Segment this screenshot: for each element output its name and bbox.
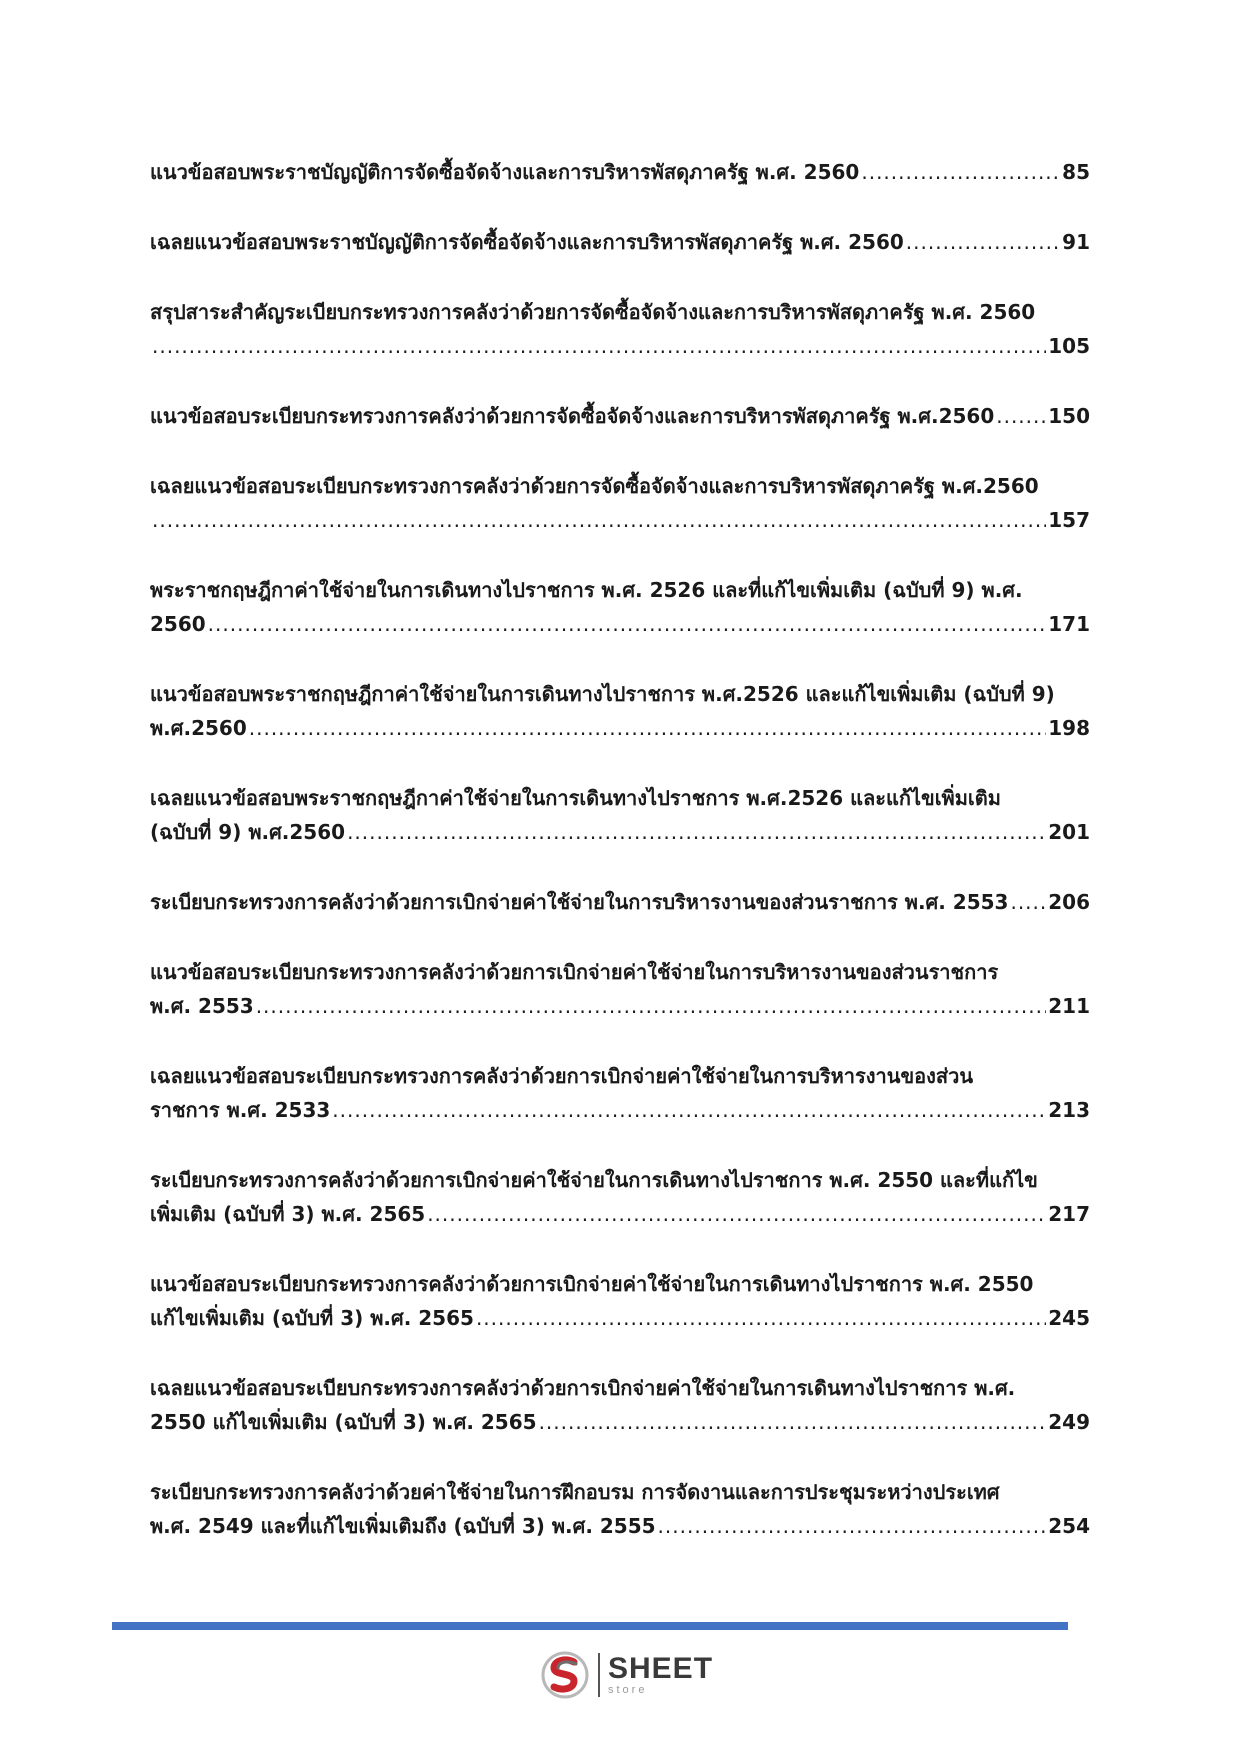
toc-entry-title: ราชการ พ.ศ. 2533 (150, 1098, 331, 1122)
toc-entry-last-line (150, 1093, 1090, 1127)
toc-entry-title: เฉลยแนวข้อสอบระเบียบกระทรวงการคลังว่าด้วยการเบิกจ่ายค่าใช้จ่ายในการเดินทางไปราชการ พ.ศ. (150, 1376, 1016, 1400)
toc-page-number: 150 (1048, 404, 1090, 428)
toc-entry-line (150, 1163, 1090, 1197)
toc-dot-leader (861, 155, 1060, 189)
toc-entry-line (150, 469, 1090, 503)
toc-entry-line (150, 1267, 1090, 1301)
toc-entry-line (150, 955, 1090, 989)
toc-dot-leader (152, 503, 1046, 537)
toc-dot-leader (152, 329, 1046, 363)
toc-entry-line (150, 1059, 1090, 1093)
toc-entry-title: เพิ่มเติม (ฉบับที่ 3) พ.ศ. 2565 (150, 1202, 426, 1226)
toc-entry-title: (ฉบับที่ 9) พ.ศ.2560 (150, 820, 346, 844)
toc-entry-last-line (150, 815, 1090, 849)
toc-dot-leader (347, 815, 1046, 849)
toc-entry-title: พ.ศ.2560 (150, 716, 247, 740)
toc-dot-leader (249, 711, 1047, 745)
toc-entry-title: แนวข้อสอบพระราชกฤษฎีกาค่าใช้จ่ายในการเดินทางไปราชการ พ.ศ.2526 และแก้ไขเพิ่มเติม (ฉบับที่ 9) (150, 682, 1055, 706)
sheet-store-logo (540, 1648, 713, 1702)
toc-entry[interactable] (150, 1267, 1090, 1335)
toc-entry[interactable] (150, 155, 1090, 189)
toc-dot-leader (332, 1093, 1046, 1127)
toc-page-number: 254 (1048, 1514, 1090, 1538)
toc-entry[interactable] (150, 1475, 1090, 1543)
toc-page-number: 105 (1048, 334, 1090, 358)
toc-entry-title: แนวข้อสอบระเบียบกระทรวงการคลังว่าด้วยการเบิกจ่ายค่าใช้จ่ายในการเดินทางไปราชการ พ.ศ. 2550 (150, 1272, 1034, 1296)
toc-page-number: 91 (1062, 230, 1090, 254)
toc-entry-line (150, 781, 1090, 815)
toc-entry[interactable] (150, 1163, 1090, 1231)
toc-entry-last-line (150, 607, 1090, 641)
toc-entry-title: ระเบียบกระทรวงการคลังว่าด้วยค่าใช้จ่ายในการฝึกอบรม การจัดงานและการประชุมระหว่างประเทศ (150, 1480, 1000, 1504)
toc-page-number: 206 (1048, 890, 1090, 914)
toc-entry-title: ระเบียบกระทรวงการคลังว่าด้วยการเบิกจ่ายค่าใช้จ่ายในการเดินทางไปราชการ พ.ศ. 2550 และที่แก้ไข (150, 1168, 1038, 1192)
sheet-store-logo-icon (540, 1650, 590, 1700)
toc-entry-last-line (150, 711, 1090, 745)
toc-page-number: 157 (1048, 508, 1090, 532)
toc-entry-last-line (150, 329, 1090, 363)
logo-word: SHEET (608, 1652, 714, 1685)
toc-entry-title: 2560 (150, 612, 206, 636)
toc-entry-title: แนวข้อสอบระเบียบกระทรวงการคลังว่าด้วยการเบิกจ่ายค่าใช้จ่ายในการบริหารงานของส่วนราชการ (150, 960, 999, 984)
toc-page-number: 201 (1048, 820, 1090, 844)
toc-entry-last-line (150, 1197, 1090, 1231)
toc-entry-last-line (150, 225, 1090, 259)
toc-entry-last-line (150, 399, 1090, 433)
toc-entry-title: เฉลยแนวข้อสอบระเบียบกระทรวงการคลังว่าด้วยการจัดซื้อจัดจ้างและการบริหารพัสดุภาครัฐ พ.ศ.2560 (150, 474, 1039, 498)
toc-entry[interactable] (150, 885, 1090, 919)
toc-entry[interactable] (150, 295, 1090, 363)
toc-entry-title: แนวข้อสอบพระราชบัญญัติการจัดซื้อจัดจ้างและการบริหารพัสดุภาครัฐ พ.ศ. 2560 (150, 160, 860, 184)
toc-entry-last-line (150, 885, 1090, 919)
toc-page-number: 211 (1048, 994, 1090, 1018)
toc-dot-leader (539, 1405, 1047, 1439)
toc-entry-last-line (150, 1301, 1090, 1335)
toc-dot-leader (208, 607, 1047, 641)
toc-entry[interactable] (150, 399, 1090, 433)
toc-dot-leader (476, 1301, 1046, 1335)
toc-entry[interactable] (150, 677, 1090, 745)
toc-entry[interactable] (150, 469, 1090, 537)
toc-page-number: 198 (1048, 716, 1090, 740)
toc-entry-title: พ.ศ. 2553 (150, 994, 254, 1018)
toc-entry-last-line (150, 155, 1090, 189)
toc-entry-last-line (150, 989, 1090, 1023)
toc-entry-line (150, 1371, 1090, 1405)
toc-entry-line (150, 1475, 1090, 1509)
toc-entry[interactable] (150, 955, 1090, 1023)
toc-page-number: 217 (1048, 1202, 1090, 1226)
footer-divider (112, 1622, 1068, 1630)
toc-entry[interactable] (150, 1059, 1090, 1127)
logo-separator (598, 1653, 600, 1697)
toc-entry-last-line (150, 1405, 1090, 1439)
toc-entry-last-line (150, 1509, 1090, 1543)
toc-page-number: 245 (1048, 1306, 1090, 1330)
toc-dot-leader (658, 1509, 1047, 1543)
toc-entry-line (150, 677, 1090, 711)
toc-dot-leader (1010, 885, 1046, 919)
toc-entry-title: ระเบียบกระทรวงการคลังว่าด้วยการเบิกจ่ายค่าใช้จ่ายในการบริหารงานของส่วนราชการ พ.ศ. 2553 (150, 890, 1009, 914)
toc-entry-title: พ.ศ. 2549 และที่แก้ไขเพิ่มเติมถึง (ฉบับที่ 3) พ.ศ. 2555 (150, 1514, 656, 1538)
toc-page-number: 171 (1048, 612, 1090, 636)
toc-page-number: 85 (1062, 160, 1090, 184)
logo-wordmark (608, 1654, 713, 1696)
toc-page-number: 249 (1048, 1410, 1090, 1434)
toc-entry-title: สรุปสาระสำคัญระเบียบกระทรวงการคลังว่าด้วยการจัดซื้อจัดจ้างและการบริหารพัสดุภาครัฐ พ.ศ. 2560 (150, 300, 1036, 324)
toc-entry-title: 2550 แก้ไขเพิ่มเติม (ฉบับที่ 3) พ.ศ. 2565 (150, 1410, 537, 1434)
toc-dot-leader (427, 1197, 1046, 1231)
toc-entry-title: เฉลยแนวข้อสอบระเบียบกระทรวงการคลังว่าด้วยการเบิกจ่ายค่าใช้จ่ายในการบริหารงานของส่วน (150, 1064, 973, 1088)
toc-entry-title: แก้ไขเพิ่มเติม (ฉบับที่ 3) พ.ศ. 2565 (150, 1306, 474, 1330)
toc-entry[interactable] (150, 1371, 1090, 1439)
toc-entry-title: เฉลยแนวข้อสอบพระราชบัญญัติการจัดซื้อจัดจ้างและการบริหารพัสดุภาครัฐ พ.ศ. 2560 (150, 230, 904, 254)
toc-dot-leader (256, 989, 1047, 1023)
toc-entry-title: พระราชกฤษฎีกาค่าใช้จ่ายในการเดินทางไปราชการ พ.ศ. 2526 และที่แก้ไขเพิ่มเติม (ฉบับที่ 9) พ.ศ. (150, 578, 1023, 602)
table-of-contents (150, 155, 1090, 1579)
toc-entry-title: แนวข้อสอบระเบียบกระทรวงการคลังว่าด้วยการจัดซื้อจัดจ้างและการบริหารพัสดุภาครัฐ พ.ศ.2560 (150, 404, 995, 428)
toc-entry-line (150, 573, 1090, 607)
toc-entry-line (150, 295, 1090, 329)
toc-dot-leader (906, 225, 1060, 259)
toc-page-number: 213 (1048, 1098, 1090, 1122)
toc-entry[interactable] (150, 225, 1090, 259)
toc-entry-title: เฉลยแนวข้อสอบพระราชกฤษฎีกาค่าใช้จ่ายในการเดินทางไปราชการ พ.ศ.2526 และแก้ไขเพิ่มเติม (150, 786, 1001, 810)
toc-entry-last-line (150, 503, 1090, 537)
logo-subword: store (608, 1684, 648, 1696)
toc-entry[interactable] (150, 781, 1090, 849)
toc-dot-leader (996, 399, 1046, 433)
toc-entry[interactable] (150, 573, 1090, 641)
